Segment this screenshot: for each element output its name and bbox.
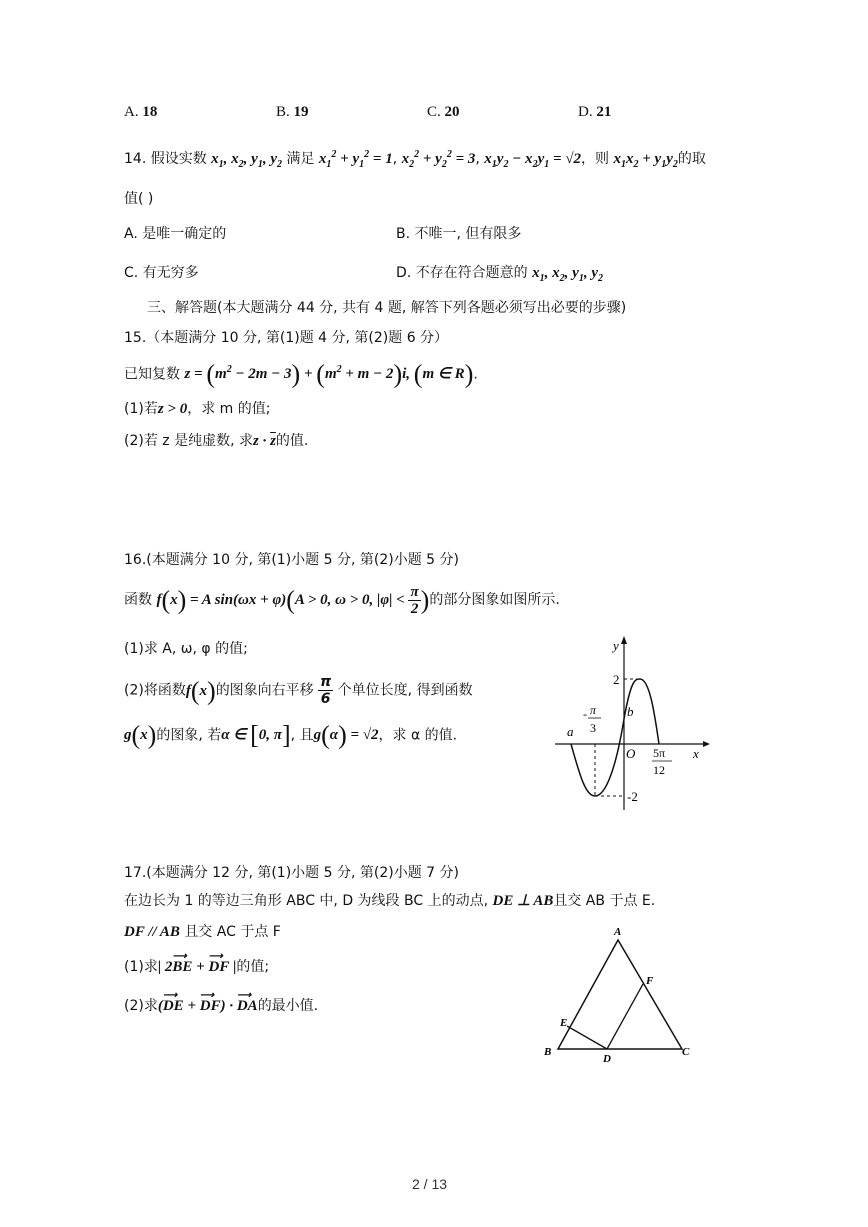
q15-header: 15.（本题满分 10 分, 第(1)题 4 分, 第(2)题 6 分） xyxy=(124,330,449,346)
q14-option-a: A. 是唯一确定的 xyxy=(124,226,227,242)
label-a: A xyxy=(614,926,622,938)
b-label: b xyxy=(627,704,634,719)
five-pi-num: 5π xyxy=(653,746,666,760)
q17-header: 17.(本题满分 12 分, 第(1)小题 5 分, 第(2)小题 7 分) xyxy=(124,865,459,881)
q16-part2-line1: (2)将函数f(x)的图象向右平移 $\frac{\pi}{6}$ 个单位长度, 得到函数 xyxy=(124,674,473,707)
label-b: B xyxy=(544,1046,552,1058)
q16-intro: 函数 f(x) = A sin(ωx + φ)(A > 0, ω > 0, |φ| < $\frac{\pi}{2}$ )的部分图象如图所示. xyxy=(124,584,560,617)
segment-de xyxy=(567,1026,607,1049)
sine-graph xyxy=(555,632,715,812)
y-min-label: -2 xyxy=(627,789,638,804)
label-f: F xyxy=(646,975,654,987)
label-e: E xyxy=(560,1017,568,1029)
q17-line1: 在边长为 1 的等边三角形 ABC 中, D 为线段 BC 上的动点, DE ⊥ AB且交 AB 于点 E. xyxy=(124,893,656,909)
y-max-label: 2 xyxy=(613,672,620,687)
segment-df xyxy=(607,984,643,1049)
y-axis-label: y xyxy=(613,638,619,653)
q14-option-b: B. 不唯一, 但有限多 xyxy=(396,226,522,242)
origin-label: O xyxy=(626,746,636,761)
q14-option-c: C. 有无穷多 xyxy=(124,265,199,281)
q17-part2: (2)求(DE ⟶ + DF ⟶ ) · DA ⟶ 的最小值. xyxy=(124,990,319,1014)
triangle-abc xyxy=(558,940,682,1049)
q13-option-d: D. 21 xyxy=(578,104,612,120)
triangle-figure xyxy=(540,922,700,1062)
q14-stem-line2: 值( ) xyxy=(124,191,154,207)
q17-line2: DF // AB 且交 AC 于点 F xyxy=(124,924,281,940)
q13-option-a: A. 18 xyxy=(124,104,158,120)
section-heading: 三、解答题(本大题满分 44 分, 共有 4 题, 解答下列各题必须写出必要的步骤) xyxy=(147,300,627,316)
q17-part1: (1)求| 2BE ⟶ + DF ⟶ |的值; xyxy=(124,951,270,975)
label-c: C xyxy=(682,1046,690,1058)
neg-sign: - xyxy=(583,707,587,721)
q15-part1: (1)若z > 0，求 m 的值; xyxy=(124,401,271,417)
neg-pi-3-num: π xyxy=(590,703,597,717)
q15-part2: (2)若 z 是纯虚数, 求$z \cdot \overline{z}$的值. xyxy=(124,433,309,449)
q14-option-d: D. 不存在符合题意的 $x_1$, $x_2$, $y_1$, $y_2$ xyxy=(396,265,603,284)
q14-stem: 14. 假设实数 $x_1$, $x_2$, $y_1$, $y_2$ 满足 $x_1^2 + y_1^2 = 1$, $x_2^2 + y_2^2 = 3$, $x_1y_2 - x_2y_1 = √2$，则 $x_1x_2 + y_1y_2$的取 xyxy=(124,149,706,170)
q16-part1: (1)求 A, ω, φ 的值; xyxy=(124,641,248,657)
a-label: a xyxy=(567,724,574,739)
label-d: D xyxy=(603,1053,611,1062)
neg-pi-3-den: 3 xyxy=(590,721,596,735)
x-axis-label: x xyxy=(693,746,699,761)
sine-curve xyxy=(571,679,659,796)
q15-intro: 已知复数 $z = (m^2 - 2m - 3) + (m^2 + m - 2)i$, (m ∈ R). xyxy=(124,360,478,389)
q13-option-b: B. 19 xyxy=(276,104,309,120)
page-number: 2 / 13 xyxy=(412,1176,448,1192)
y-axis-arrow xyxy=(621,636,627,644)
q16-part2-line2: g(x)的图象, 若α ∈ [0, π], 且g(α) = √2，求 α 的值. xyxy=(124,721,458,750)
q16-header: 16.(本题满分 10 分, 第(1)小题 5 分, 第(2)小题 5 分) xyxy=(124,552,459,568)
x-axis-arrow xyxy=(703,741,710,747)
q13-option-c: C. 20 xyxy=(427,104,460,120)
five-pi-den: 12 xyxy=(653,763,665,777)
